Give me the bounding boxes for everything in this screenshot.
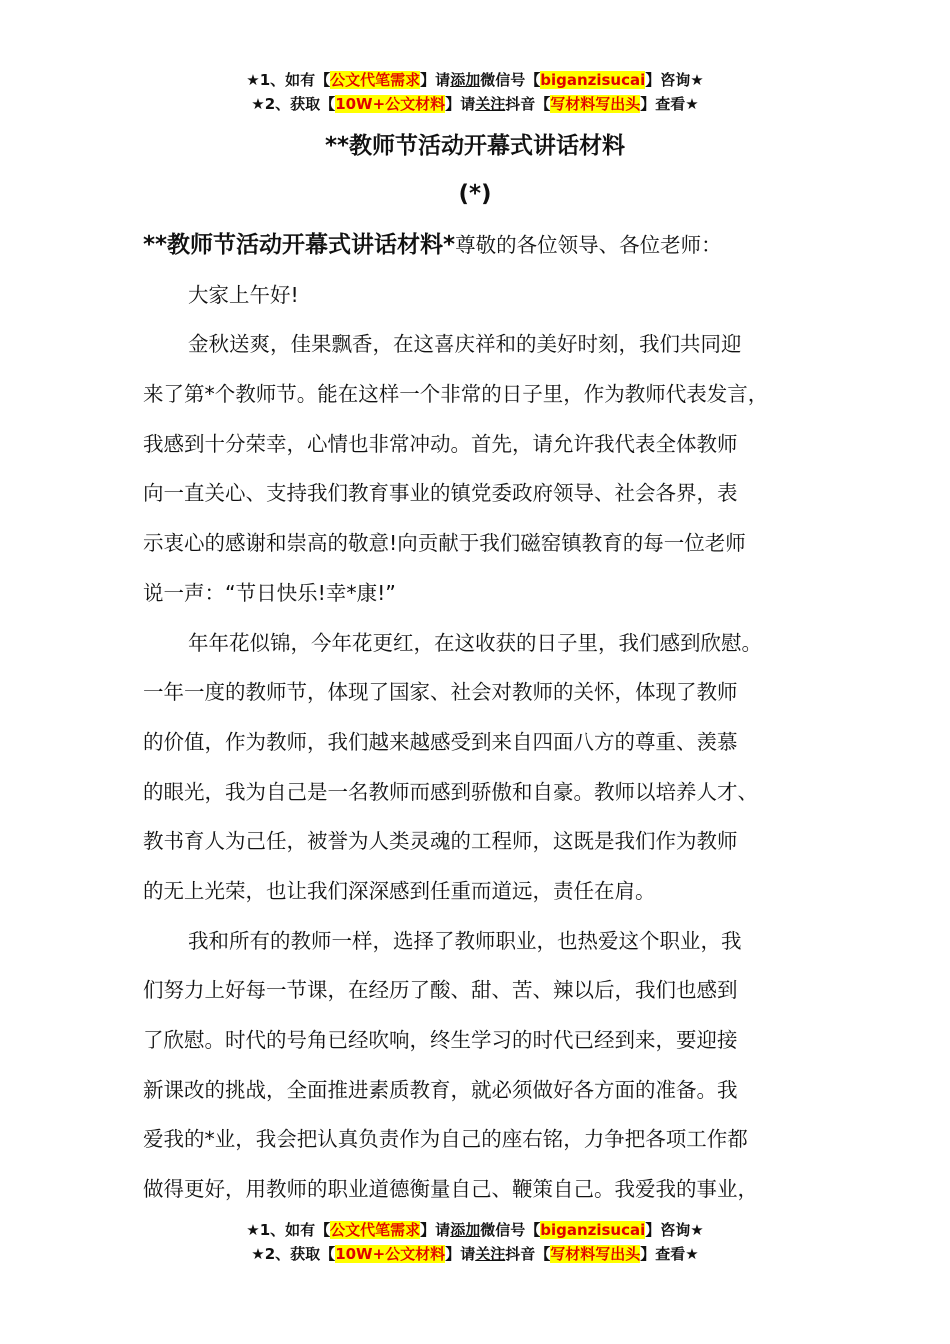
body-line: 示衷心的感谢和崇高的敬意!向贡献于我们磁窑镇教育的每一位老师 <box>143 531 746 556</box>
banner-underlined-text: 关注 <box>475 1245 506 1263</box>
banner-highlight: 写材料写出头 <box>550 95 641 113</box>
banner-text: ★1、如有【 <box>246 1221 331 1239</box>
body-line: 金秋送爽，佳果飘香，在这喜庆祥和的美好时刻，我们共同迎 <box>188 332 742 357</box>
banner-line-1 <box>0 68 950 92</box>
header-banner <box>0 68 950 116</box>
banner-text: 微信号【 <box>480 71 541 89</box>
banner-underlined-text: 添加 <box>450 1221 481 1239</box>
footer-banner <box>0 1218 950 1266</box>
salutation: 尊敬的各位领导、各位老师： <box>455 233 722 257</box>
document-body <box>143 221 833 1215</box>
body-line: 说一声：“节日快乐!幸*康!” <box>143 580 396 605</box>
body-line: 的眼光，我为自己是一名教师而感到骄傲和自豪。教师以培养人才、 <box>143 779 758 804</box>
banner-highlight: biganzisucai <box>540 71 646 89</box>
body-line: 的价值，作为教师，我们越来越感受到来自四面八方的尊重、羡慕 <box>143 729 738 754</box>
banner-text: 】请 <box>445 95 476 113</box>
banner-text: 】查看★ <box>640 1245 699 1263</box>
banner-text: 】请 <box>420 71 451 89</box>
banner-text: 】请 <box>420 1221 451 1239</box>
banner-text: 】查看★ <box>640 95 699 113</box>
body-line: 们努力上好每一节课，在经历了酸、甜、苦、辣以后，我们也感到 <box>143 978 738 1003</box>
banner-highlight: 公文代笔需求 <box>330 71 421 89</box>
body-line: 做得更好，用教师的职业道德衡量自己、鞭策自己。我爱我的事业， <box>143 1177 758 1202</box>
banner-text: 抖音【 <box>505 95 551 113</box>
banner-highlight: biganzisucai <box>540 1221 646 1239</box>
banner-highlight: 写材料写出头 <box>550 1245 641 1263</box>
lead-line <box>143 221 833 271</box>
banner-underlined-text: 添加 <box>450 71 481 89</box>
banner-highlight: 10W+公文材料 <box>335 1245 446 1263</box>
banner-text: ★2、获取【 <box>251 95 336 113</box>
banner-line-2 <box>0 92 950 116</box>
banner-highlight: 10W+公文材料 <box>335 95 446 113</box>
banner-line-2 <box>0 1242 950 1266</box>
body-line: 了欣慰。时代的号角已经吹响，终生学习的时代已经到来，要迎接 <box>143 1028 738 1052</box>
banner-underlined-text: 关注 <box>475 95 506 113</box>
lead-heading: **教师节活动开幕式讲话材料* <box>143 232 456 258</box>
body-line: 我感到十分荣幸，心情也非常冲动。首先，请允许我代表全体教师 <box>143 431 738 456</box>
banner-text: 】咨询★ <box>645 71 704 89</box>
banner-text: 微信号【 <box>480 1221 541 1239</box>
body-line: 一年一度的教师节，体现了国家、社会对教师的关怀，体现了教师 <box>143 680 738 705</box>
banner-text: ★2、获取【 <box>251 1245 336 1263</box>
body-line: 新课改的挑战，全面推进素质教育，就必须做好各方面的准备。我 <box>143 1077 738 1102</box>
body-line: 的无上光荣，也让我们深深感到任重而道远，责任在肩。 <box>143 878 656 903</box>
banner-text: ★1、如有【 <box>246 71 331 89</box>
body-line: 来了第*个教师节。能在这样一个非常的日子里，作为教师代表发言， <box>143 382 769 407</box>
banner-text: 】请 <box>445 1245 476 1263</box>
body-line: 大家上午好! <box>188 282 299 307</box>
body-line: 教书育人为己任，被誉为人类灵魂的工程师，这既是我们作为教师 <box>143 829 738 854</box>
body-line: 向一直关心、支持我们教育事业的镇党委政府领导、社会各界，表 <box>143 481 738 506</box>
body-line: 爱我的*业，我会把认真负责作为自己的座右铭，力争把各项工作都 <box>143 1127 748 1152</box>
document-subtitle: (*) <box>458 181 492 207</box>
banner-text: 抖音【 <box>505 1245 551 1263</box>
banner-highlight: 公文代笔需求 <box>330 1221 421 1239</box>
body-line: 年年花似锦，今年花更红，在这收获的日子里，我们感到欣慰。 <box>188 630 762 655</box>
body-line: 我和所有的教师一样，选择了教师职业，也热爱这个职业，我 <box>188 928 742 953</box>
document-title: **教师节活动开幕式讲话材料 <box>324 133 626 159</box>
banner-text: 】咨询★ <box>645 1221 704 1239</box>
banner-line-1 <box>0 1218 950 1242</box>
